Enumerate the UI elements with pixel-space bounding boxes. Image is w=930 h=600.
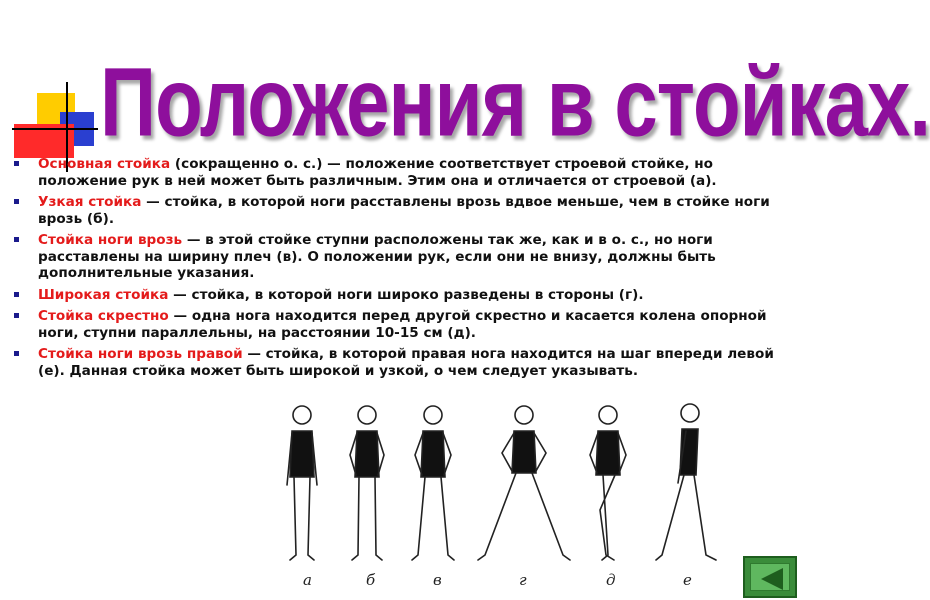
figure-stance-e (656, 404, 716, 560)
bullet-text: — стойка, в которой правая нога находится на шаг впереди левой (е). Данная стойка может быть широкой и узкой, о чем следует указывать. (38, 346, 774, 379)
back-button-face (750, 563, 790, 591)
figure-label: г (519, 571, 527, 589)
back-button[interactable] (743, 556, 797, 598)
stance-figures-svg (270, 385, 740, 570)
bullet-marker (14, 199, 19, 204)
bullet-marker (14, 292, 19, 297)
bullet-item (14, 156, 774, 189)
triangle-left-icon (751, 564, 793, 594)
figure-label: а (303, 571, 312, 589)
bullet-term: Стойка скрестно (38, 308, 169, 324)
figure-stance-d (590, 406, 626, 560)
bullet-text: — одна нога находится перед другой скрестно и касается колена опорной ноги, ступни параллельны, на расстоянии 10-15 см (д). (38, 308, 767, 341)
bullet-marker (14, 161, 19, 166)
bullet-list (14, 156, 774, 384)
bullet-item (14, 308, 774, 341)
bullet-text: — стойка, в которой ноги широко разведены в стороны (г). (168, 286, 644, 303)
decor-horizontal-line (12, 128, 98, 130)
bullet-item (14, 194, 774, 227)
bullet-item (14, 232, 774, 282)
bullet-marker (14, 237, 19, 242)
bullet-item (14, 287, 774, 304)
bullet-item (14, 346, 774, 379)
figure-label: б (366, 571, 376, 589)
bullet-marker (14, 351, 19, 356)
bullet-text: — стойка, в которой ноги расставлены врозь вдвое меньше, чем в стойке ноги врозь (б). (38, 194, 770, 227)
bullet-text: (сокращенно о. с.) — положение соответствует строевой стойке, но положение рук в ней может быть различным. Этим она и отличается от строевой (а). (38, 156, 717, 189)
figure-stance-g (478, 406, 570, 560)
bullet-term: Основная стойка (38, 156, 171, 172)
bullet-term: Широкая стойка (38, 286, 169, 303)
bullet-marker (14, 313, 19, 318)
figure-label: в (433, 571, 442, 589)
figure-stance-b (350, 406, 384, 560)
bullet-text: — в этой стойке ступни расположены так же, как и в о. с., но ноги расставлены на ширину плеч (в). О положении рук, если они не внизу, должны быть дополнительные указания. (38, 232, 716, 281)
figure-label: д (606, 571, 616, 589)
bullet-term: Узкая стойка (38, 194, 142, 210)
figure-stance-a (287, 406, 317, 560)
stances-illustration (270, 385, 740, 595)
figure-label: е (683, 571, 692, 589)
bullet-term: Стойка ноги врозь (38, 232, 183, 248)
figure-stance-v (412, 406, 454, 560)
bullet-term: Стойка ноги врозь правой (38, 346, 243, 362)
slide-title: Положения в стойках. (100, 46, 930, 157)
